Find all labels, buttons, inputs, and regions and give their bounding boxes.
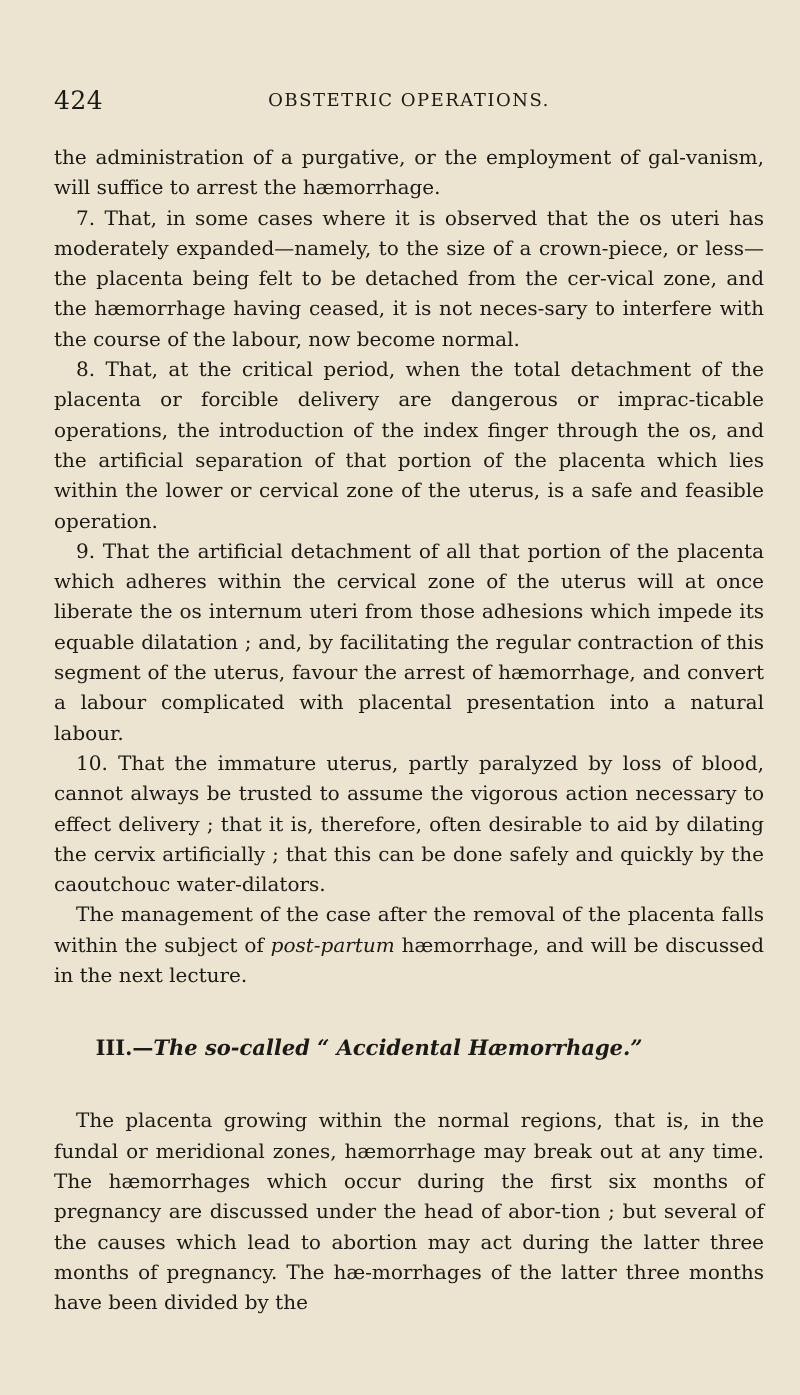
paragraph-management-before: The management of the case after the removal of the placenta falls within the subject of (54, 902, 764, 957)
paragraph-point-9: 9. That the artificial detachment of all that portion of the placenta which adheres within the cervical zone of the uterus will at once liberate the os internum uteri from those adhesions which impede its equable dilatation ; and, by facilitating the regular contraction of this segment of the uterus, favour the arrest of hæmorrhage, and convert a labour complicated with placental presentation into a natural labour. (54, 538, 764, 745)
paragraph-point-10: 10. That the immature uterus, partly paralyzed by loss of blood, cannot always be trusted to assume the vigorous action necessary to effect delivery ; that it is, therefore, often desirable to aid by dilating the cervix artificially ; that this can be done safely and quickly by the caoutchouc water-dilators. (54, 750, 764, 897)
paragraph-placenta-growing: The placenta growing within the normal regions, that is, in the fundal or meridional zones, hæmorrhage may break out at any time. The hæmorrhages which occur during the first six months of pregnancy are discussed under the head of abor-tion ; but several of the causes which lead to abortion may act during the latter three months of pregnancy. The hæ-morrhages of the latter three months have been divided by the (54, 1108, 764, 1315)
section-title: The so-called “ Accidental Hæmorrhage.” (153, 1035, 643, 1061)
running-head (54, 86, 764, 126)
body-text (54, 142, 764, 1317)
section-heading (54, 1033, 764, 1063)
paragraph-point-8: 8. That, at the critical period, when the total detachment of the placenta or forcible delivery are dangerous or imprac-ticable operations, the introduction of the index finger through the os, and the artificial separation of that portion of the placenta which lies within the lower or cervical zone of the uterus, is a safe and feasible operation. (54, 357, 764, 533)
running-title: OBSTETRIC OPERATIONS. (268, 90, 550, 111)
paragraph-management (54, 899, 764, 990)
section-numeral: III.— (95, 1035, 154, 1061)
paragraph-point-7: 7. That, in some cases where it is observed that the os uteri has moderately expanded—namely, to the size of a crown-piece, or less—the placenta being felt to be detached from the cer-vical zone, and the hæmorrhage having ceased, it is not neces-sary to interfere with the course of the labour, now become normal. (54, 205, 764, 351)
paragraph-management-after: hæmorrhage, and will be discussed in the next lecture. (54, 932, 764, 988)
page-number: 424 (54, 86, 104, 115)
paragraph-continuation: the administration of a purgative, or the employment of gal-vanism, will suffice to arrest the hæmorrhage. (54, 145, 764, 200)
paragraph-management-italic: post-partum (270, 932, 395, 957)
